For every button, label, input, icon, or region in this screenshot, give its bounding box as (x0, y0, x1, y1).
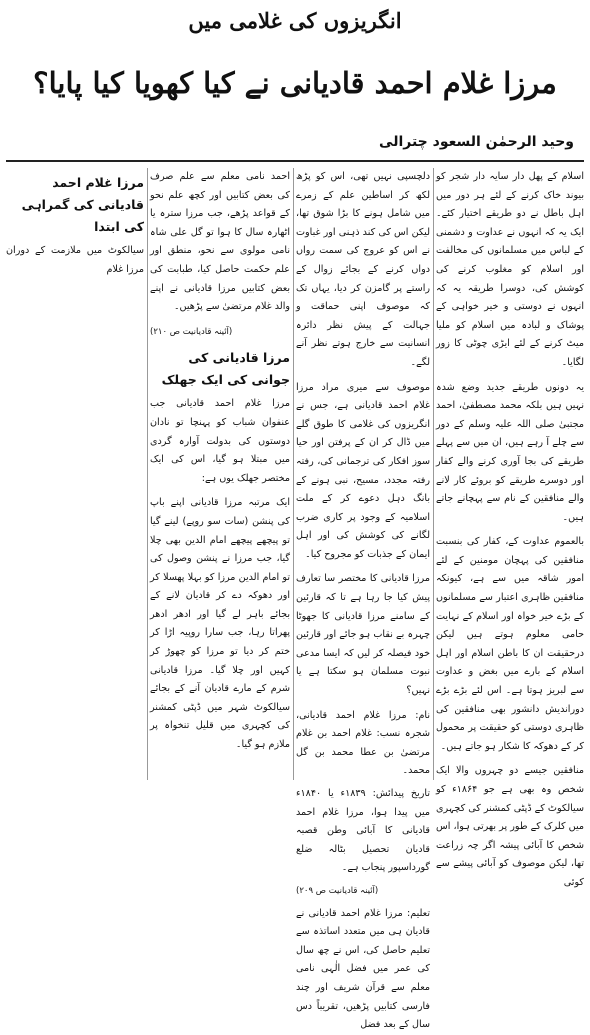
paragraph: تعلیم: مرزا غلام احمد قادیانی نے قادیان ہی میں متعدد اساتذہ سے تعلیم حاصل کی، اس نے چھ سال کی عمر میں فضل الٰہی نامی معلم سے قرآن شریف اور چند فارسی کتابیں پڑھیں، تقریباً دس سال کے بعد فضل (296, 907, 430, 1031)
paragraph: مرزا قادیانی کا مختصر سا تعارف پیش کیا جا رہا ہے تا کہ قارئین کے سامنے مرزا قادیانی کا جھوٹا چہرہ بے نقاب ہو جائے اور قارئین خود فیصلہ کر لیں کہ ایسا مدعی نبوت مسلمان ہو سکتا ہے یا نہیں؟ (296, 573, 430, 697)
paragraph: منافقین جیسے دو چہروں والا ایک شخص وہ بھی ہے جو ۱۸۶۴ء کو سیالکوٹ کے ڈپٹی کمشنر کی کچہری میں کلرک کے طور پر بھرتی ہوا، اس شخص کا آبائی پیشہ اگر چہ زراعت تھا، لیکن موصوف کو آبائی پیشے سے کوئی (436, 765, 584, 888)
section-subheading: مرزا قادیانی کی جوانی کی ایک جھلک (161, 350, 290, 388)
paragraph: احمد نامی معلم سے علم صرف کی بعض کتابیں اور کچھ علم نحو کے قواعد پڑھے، جب مرزا سترہ یا اٹھارہ سال کا ہوا تو گل علی شاہ نامی مولوی سے نحو، منطق اور علم حکمت حاصل کیا، طبابت کی بعض کتابیں مرزا قادیانی نے اپنے والد غلام مرتضیٰ سے پڑھیں۔ (150, 171, 290, 313)
section-subheading: مرزا غلام احمد قادیانی کی گمراہی کی ابتدا (21, 175, 144, 234)
article-headline: مرزا غلام احمد قادیانی نے کیا کھویا کیا پایا؟ (33, 66, 557, 100)
column-divider (433, 168, 434, 780)
profile-line: تاریخ پیدائش: ۱۸۳۹ء یا ۱۸۴۰ء میں پیدا ہوا، مرزا غلام احمد قادیانی کا آبائی وطن قصبہ قادیان تحصیل بٹالہ ضلع گورداسپور پنجاب ہے۔ (296, 788, 430, 874)
column-2 (296, 168, 430, 1031)
reference-note: (آئینہ قادیانیت ص ۲۰۹) (296, 885, 379, 896)
column-4 (6, 168, 144, 780)
paragraph: دلچسپی نہیں تھی، اس کو پڑھ لکھ کر اساطین علم کے زمرے میں شامل ہونے کا بڑا شوق تھا، لیکن اس کی کند ذہنی اور غباوت نے اس کو عروج کی سمت رواں دواں کرنے کے بجائے زوال کے راستے پر گامزن کر دیا، یہاں تک کہ موصوف اپنی حماقت و جہالت کے پیش نظر دائرہ انسانیت سے خارج ہوتے نظر آنے لگے۔ (296, 171, 430, 368)
article-kicker: انگریزوں کی غلامی میں (188, 8, 402, 33)
column-3 (150, 168, 290, 780)
paragraph: مرزا غلام احمد قادیانی جب عنفوان شباب کو پہنچا تو نادان دوستوں کی بدولت آوارہ گردی میں مبتلا ہو گیا، اس کی ایک مختصر جھلک یوں ہے: (150, 398, 290, 484)
paragraph: ایک مرتبہ مرزا قادیانی اپنے باپ کی پنشن (سات سو روپے) لینے گیا تو پیچھے پیچھے امام الدین بھی چلا گیا، جب مرزا نے پنشن وصول کی تو امام الدین مرزا کو بہلا پھسلا کر اور دھوکہ دے کر قادیان لانے کے بجائے باہر لے گیا اور ادھر ادھر پھراتا رہا، جب سارا روپیہ اڑا کر ختم کر دیا تو مرزا کو چھوڑ کر کہیں اور چلا گیا۔ مرزا قادیانی شرم کے مارے قادیان آنے کے بجائے سیالکوٹ شہر میں ڈپٹی کمشنر کی کچہری میں قلیل تنخواہ پر ملازم ہو گیا۔ (150, 497, 290, 751)
column-divider (147, 168, 148, 780)
header-rule (6, 160, 584, 162)
paragraph: یہ دونوں طریقے جدید وضع شدہ نہیں ہیں بلکہ محمد مصطفیٰ، احمد مجتبیٰ صلی اللہ علیہ وسلم کے دور سے چلے آ رہے ہیں، ان میں سے پہلے طریقے کی بجا آوری کرنے والے کفار اور دوسرے طریقے کو بروئے کار لانے والے منافقین کے نام سے پہچانے جاتے ہیں۔ (436, 381, 584, 523)
column-divider (293, 168, 294, 780)
paragraph: موصوف سے میری مراد مرزا غلام احمد قادیانی ہے، جس نے انگریزوں کی غلامی کا طوق گلے میں ڈال کر ان کے پرفتن اور حیا سوز افکار کی ترجمانی کی، رفتہ رفتہ مجدد، مسیح، نبی ہونے کے بانگ دہل دعوے کر کے ملت اسلامیہ کے وجود پر کاری ضرب لگانے کی کوشش کی اور اہل ایمان کے جذبات کو مجروح کیا۔ (296, 381, 430, 560)
reference-note: (آئینہ قادیانیت ص ۲۱۰) (150, 326, 233, 337)
profile-section (296, 707, 430, 901)
profile-line: نام: مرزا غلام احمد قادیانی، شجرہ نسب: غلام احمد بن غلام مرتضیٰ بن عطا محمد بن گل محمد۔ (296, 709, 430, 777)
paragraph: سیالکوٹ میں ملازمت کے دوران مرزا غلام (6, 245, 144, 275)
paragraph: اسلام کے پھل دار سایہ دار شجر کو بیوند خاک کرنے کے لئے ہر دور میں اہل باطل نے دو طریقے اختیار کئے۔ ایک یہ کہ انہوں نے عداوت و دشمنی کے لباس میں مسلمانوں کی مخالفت اور اسلام کو مغلوب کرنے کی کوشش کی، دوسرا طریقہ یہ کہ انہوں نے دوستی و خیر خواہی کے پوشاک و لبادہ میں اسلام کو ملیا میٹ کرنے کے لئے ایڑی چوٹی کا زور لگایا۔ (436, 171, 584, 368)
column-1 (436, 168, 584, 888)
article-byline: وحید الرحمٰن السعود چترالی (379, 134, 574, 150)
paragraph: بالعموم عداوت کے، کفار کی بنسبت منافقین کی پہچان مومنین کے لئے امور شاقہ میں سے ہے، کیونکہ منافقین ظاہری اعتبار سے مسلمانوں کے بڑے خیر خواہ اور اسلام کے نہایت حامی معلوم ہوتے ہیں لیکن درحقیقت ان کا باطن اسلام اور اہل اسلام کے بارے میں بغض و عداوت سے لبریز ہوتا ہے۔ اس لئے بڑے بڑے دوراندیش دانشور بھی منافقین کی ظاہری دوستی کو حقیقت پر محمول کر کے دھوکہ کا شکار ہو جاتے ہیں۔ (436, 536, 584, 752)
